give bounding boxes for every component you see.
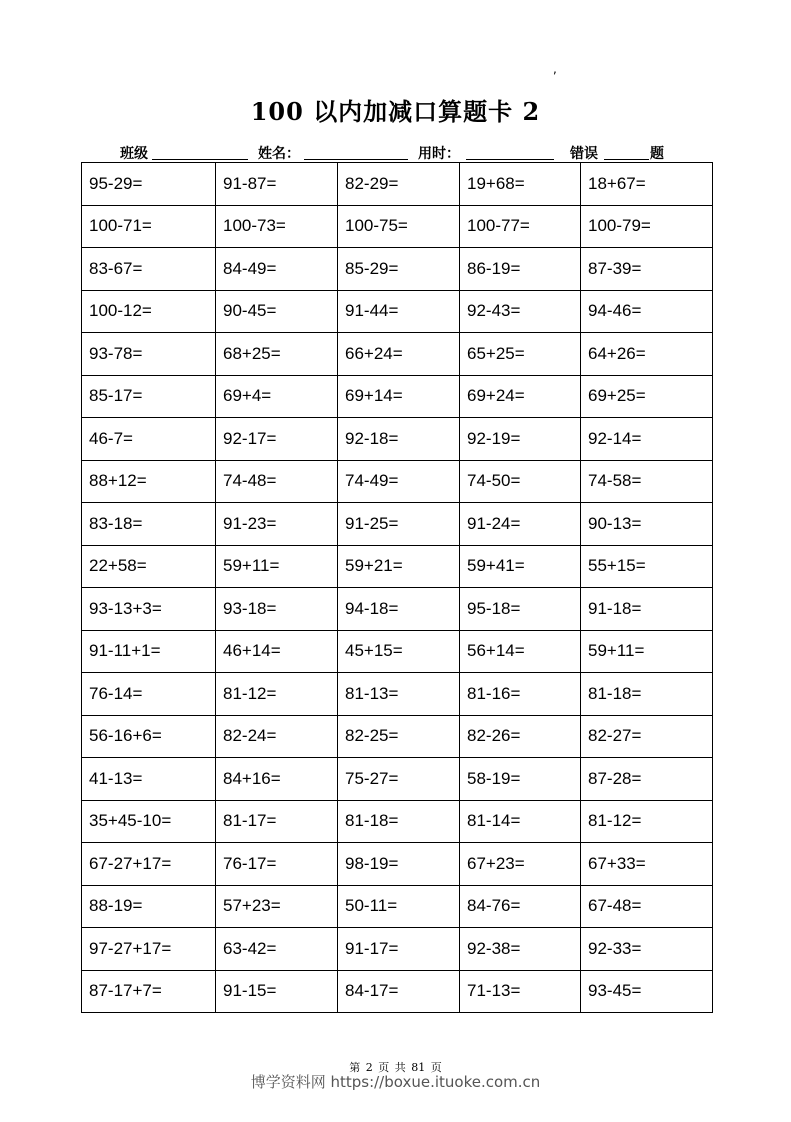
problem-cell: 81-12= (581, 800, 713, 843)
problem-cell: 92-43= (460, 290, 581, 333)
problem-cell: 76-17= (216, 843, 338, 886)
problem-cell: 98-19= (338, 843, 460, 886)
problem-cell: 82-27= (581, 715, 713, 758)
problem-cell: 91-17= (338, 928, 460, 971)
problem-cell: 84-17= (338, 970, 460, 1013)
class-field[interactable] (152, 159, 248, 160)
problem-cell: 50-11= (338, 885, 460, 928)
problem-cell: 67-48= (581, 885, 713, 928)
error-count-field[interactable] (604, 159, 649, 160)
problem-cell: 81-16= (460, 673, 581, 716)
problem-cell: 91-25= (338, 503, 460, 546)
problem-cell: 69+24= (460, 375, 581, 418)
name-label: 姓名： (258, 146, 300, 162)
problem-cell: 91-11+1= (82, 630, 216, 673)
problem-cell: 18+67= (581, 163, 713, 206)
problem-cell: 100-79= (581, 205, 713, 248)
problem-cell: 83-67= (82, 248, 216, 291)
problem-cell: 100-77= (460, 205, 581, 248)
problem-row (82, 545, 713, 588)
problem-cell: 95-29= (82, 163, 216, 206)
problem-cell: 87-39= (581, 248, 713, 291)
problem-cell: 92-38= (460, 928, 581, 971)
problem-cell: 91-15= (216, 970, 338, 1013)
problem-cell: 100-71= (82, 205, 216, 248)
problem-row (82, 715, 713, 758)
problem-cell: 84-49= (216, 248, 338, 291)
problem-cell: 91-18= (581, 588, 713, 631)
problem-cell: 100-73= (216, 205, 338, 248)
time-label: 用时： (418, 146, 460, 162)
problem-cell: 81-18= (581, 673, 713, 716)
problem-cell: 91-44= (338, 290, 460, 333)
problem-cell: 90-13= (581, 503, 713, 546)
problem-cell: 93-45= (581, 970, 713, 1013)
problem-cell: 74-49= (338, 460, 460, 503)
problem-cell: 56+14= (460, 630, 581, 673)
problem-cell: 55+15= (581, 545, 713, 588)
class-label: 班级 (120, 146, 148, 162)
problem-row (82, 503, 713, 546)
problem-cell: 74-48= (216, 460, 338, 503)
problem-row (82, 248, 713, 291)
problem-cell: 69+4= (216, 375, 338, 418)
problem-cell: 81-13= (338, 673, 460, 716)
problem-cell: 94-46= (581, 290, 713, 333)
problem-cell: 66+24= (338, 333, 460, 376)
problem-cell: 94-18= (338, 588, 460, 631)
problem-cell: 84-76= (460, 885, 581, 928)
problem-cell: 91-23= (216, 503, 338, 546)
error-label: 错误 (570, 146, 598, 162)
page-number: 第 2 页 共 81 页 (349, 1061, 442, 1074)
problem-cell: 100-75= (338, 205, 460, 248)
problem-cell: 82-26= (460, 715, 581, 758)
error-unit-label: 题 (650, 146, 664, 162)
problem-cell: 82-24= (216, 715, 338, 758)
time-field[interactable] (466, 159, 554, 160)
problem-cell: 46+14= (216, 630, 338, 673)
problem-cell: 22+58= (82, 545, 216, 588)
problem-cell: 88+12= (82, 460, 216, 503)
problem-cell: 88-19= (82, 885, 216, 928)
problem-cell: 95-18= (460, 588, 581, 631)
problem-cell: 69+14= (338, 375, 460, 418)
problem-cell: 57+23= (216, 885, 338, 928)
problem-cell: 81-14= (460, 800, 581, 843)
arithmetic-problem-grid (81, 162, 713, 1013)
problem-cell: 91-87= (216, 163, 338, 206)
problem-cell: 69+25= (581, 375, 713, 418)
problem-row (82, 588, 713, 631)
problem-row (82, 970, 713, 1013)
problem-cell: 92-18= (338, 418, 460, 461)
problem-cell: 46-7= (82, 418, 216, 461)
problem-cell: 67+23= (460, 843, 581, 886)
problem-cell: 86-19= (460, 248, 581, 291)
problem-cell: 76-14= (82, 673, 216, 716)
problem-cell: 84+16= (216, 758, 338, 801)
problem-row (82, 163, 713, 206)
problem-row (82, 800, 713, 843)
problem-cell: 59+21= (338, 545, 460, 588)
problem-cell: 74-50= (460, 460, 581, 503)
problem-cell: 67-27+17= (82, 843, 216, 886)
problem-cell: 67+33= (581, 843, 713, 886)
problem-cell: 74-58= (581, 460, 713, 503)
problem-cell: 64+26= (581, 333, 713, 376)
student-info-row (0, 143, 791, 163)
problem-cell: 71-13= (460, 970, 581, 1013)
problem-cell: 100-12= (82, 290, 216, 333)
problem-cell: 85-17= (82, 375, 216, 418)
problem-cell: 87-17+7= (82, 970, 216, 1013)
problem-row (82, 333, 713, 376)
problem-cell: 19+68= (460, 163, 581, 206)
problem-cell: 82-25= (338, 715, 460, 758)
problem-cell: 91-24= (460, 503, 581, 546)
problem-cell: 58-19= (460, 758, 581, 801)
problem-cell: 92-17= (216, 418, 338, 461)
stray-mark: , (553, 62, 557, 76)
problem-cell: 85-29= (338, 248, 460, 291)
problem-row (82, 758, 713, 801)
problem-cell: 92-14= (581, 418, 713, 461)
problem-cell: 81-12= (216, 673, 338, 716)
problem-cell: 41-13= (82, 758, 216, 801)
problem-row (82, 630, 713, 673)
problem-cell: 83-18= (82, 503, 216, 546)
problem-cell: 45+15= (338, 630, 460, 673)
problem-cell: 59+41= (460, 545, 581, 588)
problem-cell: 87-28= (581, 758, 713, 801)
problem-cell: 92-33= (581, 928, 713, 971)
problem-cell: 90-45= (216, 290, 338, 333)
problem-row (82, 673, 713, 716)
site-watermark: 博学资料网 https://boxue.ituoke.com.cn (250, 1073, 541, 1091)
problem-cell: 75-27= (338, 758, 460, 801)
problem-cell: 92-19= (460, 418, 581, 461)
page-title: 100 以内加减口算题卡 2 (250, 97, 541, 126)
problem-row (82, 928, 713, 971)
problem-cell: 93-13+3= (82, 588, 216, 631)
problem-row (82, 418, 713, 461)
problem-cell: 97-27+17= (82, 928, 216, 971)
problem-row (82, 885, 713, 928)
problem-cell: 82-29= (338, 163, 460, 206)
problem-cell: 93-18= (216, 588, 338, 631)
problem-row (82, 375, 713, 418)
problem-cell: 65+25= (460, 333, 581, 376)
problem-row (82, 843, 713, 886)
problem-cell: 68+25= (216, 333, 338, 376)
problem-cell: 81-17= (216, 800, 338, 843)
problem-cell: 93-78= (82, 333, 216, 376)
problem-cell: 35+45-10= (82, 800, 216, 843)
problem-row (82, 460, 713, 503)
problem-cell: 63-42= (216, 928, 338, 971)
problem-cell: 81-18= (338, 800, 460, 843)
name-field[interactable] (304, 159, 408, 160)
problem-cell: 56-16+6= (82, 715, 216, 758)
problem-row (82, 205, 713, 248)
problem-row (82, 290, 713, 333)
problem-cell: 59+11= (581, 630, 713, 673)
problem-cell: 59+11= (216, 545, 338, 588)
